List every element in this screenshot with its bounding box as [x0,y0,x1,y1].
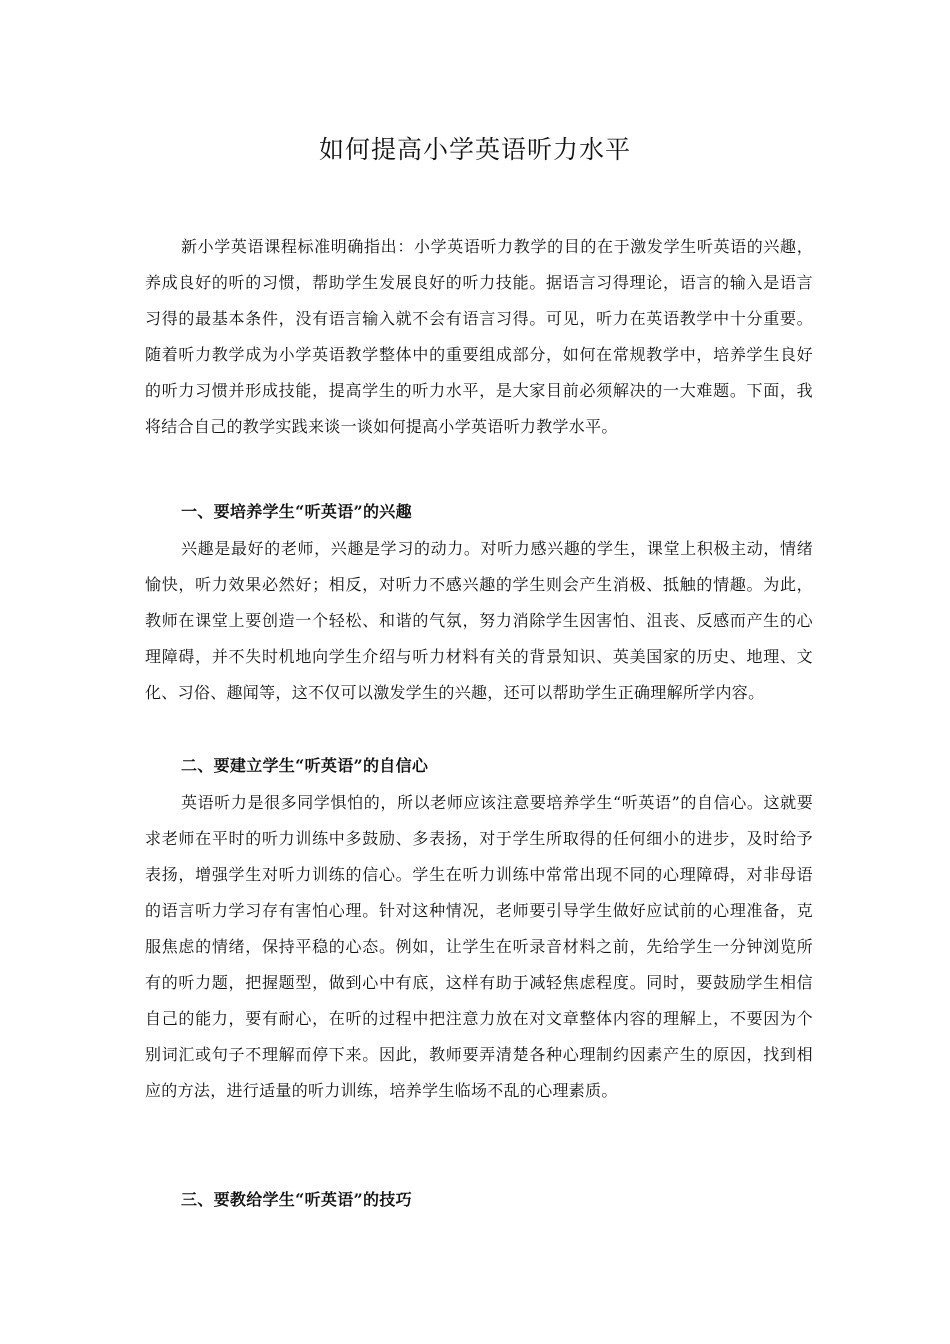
section-paragraph-1: 兴趣是最好的老师，兴趣是学习的动力。对听力感兴趣的学生，课堂上积极主动，情绪愉快，听力效果必然好；相反，对听力不感兴趣的学生则会产生消极、抵触的情趣。为此，教师在课堂上要创造一个轻松、和谐的气氛，努力消除学生因害怕、沮丧、反感而产生的心理障碍，并不失时机地向学生介绍与听力材料有关的背景知识、英美国家的历史、地理、文化、习俗、趣闻等，这不仅可以激发学生的兴趣，还可以帮助学生正确理解所学内容。 [145,539,813,702]
document-title: 如何提高小学英语听力水平 [318,135,631,164]
section-paragraph-2: 英语听力是很多同学惧怕的，所以老师应该注意要培养学生“听英语”的自信心。这就要求老师在平时的听力训练中多鼓励、多表扬，对于学生所取得的任何细小的进步，及时给予表扬，增强学生对听力训练的信心。学生在听力训练中常常出现不同的心理障碍，对非母语的语言听力学习存有害怕心理。针对这种情况，老师要引导学生做好应试前的心理准备，克服焦虑的情绪，保持平稳的心态。例如，让学生在听录音材料之前，先给学生一分钟浏览所有的听力题，把握题型，做到心中有底，这样有助于减轻焦虑程度。同时，要鼓励学生相信自己的能力，要有耐心，在听的过程中把注意力放在对文章整体内容的理解上，不要因为个别词汇或句子不理解而停下来。因此，教师要弄清楚各种心理制约因素产生的原因，找到相应的方法，进行适量的听力训练，培养学生临场不乱的心理素质。 [145,793,813,1100]
section-heading-2: 二、要建立学生“听英语”的自信心 [181,756,429,775]
section-heading-3: 三、要教给学生“听英语”的技巧 [181,1190,412,1209]
section-heading-1: 一、要培养学生“听英语”的兴趣 [181,502,412,521]
intro-paragraph: 新小学英语课程标准明确指出：小学英语听力教学的目的在于激发学生听英语的兴趣，养成良好的听的习惯，帮助学生发展良好的听力技能。据语言习得理论，语言的输入是语言习得的最基本条件，没有语言输入就不会有语言习得。可见，听力在英语教学中十分重要。随着听力教学成为小学英语教学整体中的重要组成部分，如何在常规教学中，培养学生良好的听力习惯并形成技能，提高学生的听力水平，是大家目前必须解决的一大难题。下面，我将结合自己的教学实践来谈一谈如何提高小学英语听力教学水平。 [145,237,813,436]
